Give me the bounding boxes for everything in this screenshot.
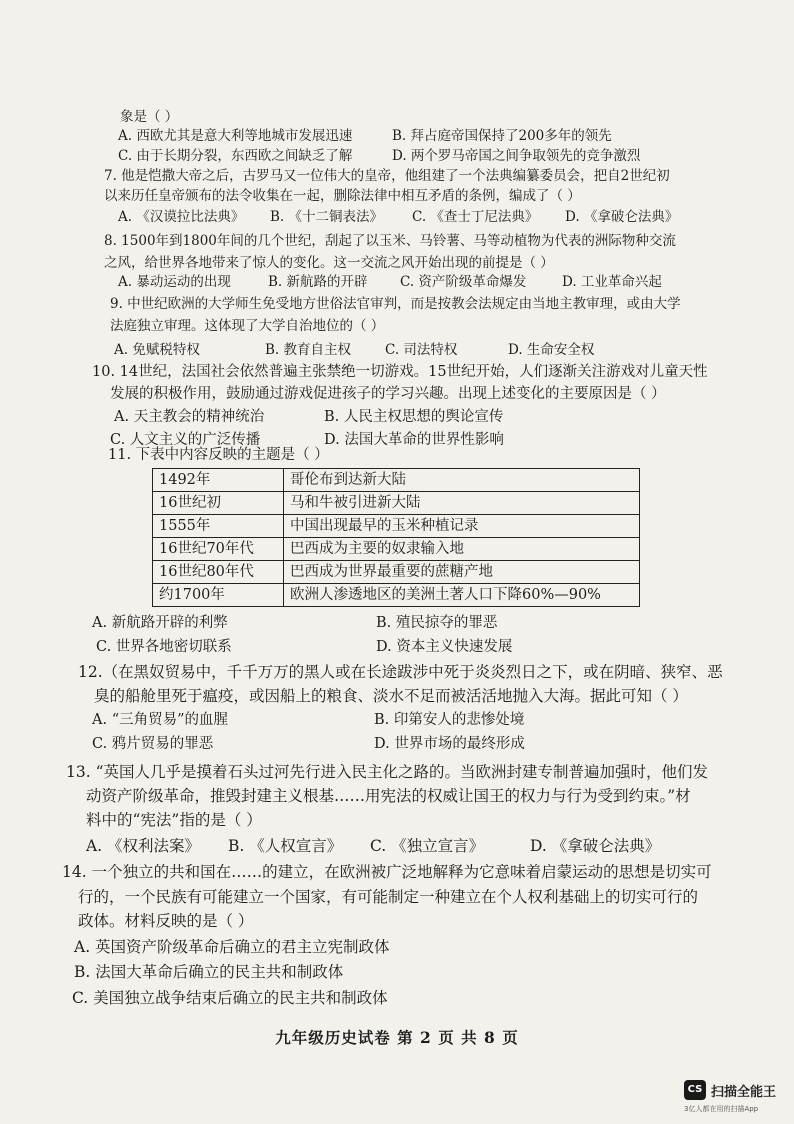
q10-stem-line2: 发展的积极作用，鼓励通过游戏促进孩子的学习兴趣。出现上述变化的主要原因是（ ） — [110, 386, 666, 402]
q11-option-c: C. 世界各地密切联系 — [96, 639, 232, 655]
q8-stem-line1: 8. 1500年到1800年间的几个世纪，刮起了以玉米、马铃薯、马等动植物为代表的洲际物种交流 — [104, 233, 676, 249]
table-cell-event: 马和牛被引进新大陆 — [284, 492, 640, 515]
q14-option-b: B. 法国大革命后确立的民主共和制政体 — [74, 963, 344, 981]
q14-option-c: C. 美国独立战争结束后确立的民主共和制政体 — [72, 989, 388, 1007]
table-cell-time: 约1700年 — [153, 584, 284, 607]
table-cell-time: 1492年 — [153, 469, 284, 492]
q12-option-a: A. “三角贸易”的血腥 — [92, 712, 229, 728]
q14-stem-line1: 14. 一个独立的共和国在……的建立，在欧洲被广泛地解释为它意味着启蒙运动的思想是切实可 — [62, 863, 712, 881]
q9-option-a: A. 免赋税特权 — [114, 342, 200, 358]
q10-stem-line1: 10. 14世纪，法国社会依然普遍主张禁绝一切游戏。15世纪开始，人们逐渐关注游戏对儿童天性 — [92, 364, 708, 380]
q13-option-a: A. 《权利法案》 — [86, 837, 201, 855]
table-cell-event: 巴西成为主要的奴隶输入地 — [284, 538, 640, 561]
table-cell-time: 16世纪80年代 — [153, 561, 284, 584]
q7-stem-line1: 7. 他是恺撒大帝之后，古罗马又一位伟大的皇帝，他组建了一个法典编纂委员会，把自2世纪初 — [104, 168, 670, 184]
q12-option-d: D. 世界市场的最终形成 — [374, 736, 525, 752]
watermark-name: 扫描全能王 — [711, 1085, 777, 1100]
table-row — [153, 492, 640, 515]
table-row — [153, 538, 640, 561]
q11-option-b: B. 殖民掠夺的罪恶 — [376, 615, 498, 631]
q8-stem-line2: 之风，给世界各地带来了惊人的变化。这一交流之风开始出现的前提是（ ） — [104, 255, 554, 271]
q10-option-b: B. 人民主权思想的舆论宣传 — [324, 409, 504, 425]
q14-stem-line2: 行的，一个民族有可能建立一个国家，有可能制定一种建立在个人权利基础上的切实可行的 — [78, 888, 699, 906]
table-row — [153, 584, 640, 607]
q13-stem-line3: 料中的“宪法”指的是（ ） — [86, 811, 262, 829]
scanner-watermark — [684, 1078, 784, 1118]
table-cell-event: 哥伦布到达新大陆 — [284, 469, 640, 492]
q9-stem-line1: 9. 中世纪欧洲的大学师生免受地方世俗法官审判，而是按教会法规定由当地主教审理，或由大学 — [110, 296, 681, 312]
q10-option-a: A. 天主教会的精神统治 — [114, 409, 265, 425]
q13-stem-line1: 13. “英国人几乎是摸着石头过河先行进入民主化之路的。当欧洲封建专制普遍加强时，他们发 — [66, 763, 709, 781]
table-cell-time: 1555年 — [153, 515, 284, 538]
q13-stem-line2: 动资产阶级革命，推毁封建主义根基……用宪法的权威让国王的权力与行为受到约束。”材 — [86, 787, 691, 805]
q8-option-b: B. 新航路的开辟 — [268, 274, 368, 290]
q11-option-a: A. 新航路开辟的利弊 — [92, 615, 228, 631]
q12-option-b: B. 印第安人的悲惨处境 — [374, 712, 525, 728]
q6-option-c: C. 由于长期分裂，东西欧之间缺乏了解 — [118, 148, 353, 164]
q8-option-d: D. 工业革命兴起 — [562, 274, 662, 290]
q13-option-b: B. 《人权宣言》 — [228, 837, 343, 855]
table-cell-time: 16世纪70年代 — [153, 538, 284, 561]
q14-stem-line3: 政体。材料反映的是（ ） — [78, 912, 254, 930]
camscanner-logo-icon: CS — [684, 1080, 706, 1100]
q8-option-c: C. 资产阶级革命爆发 — [400, 274, 527, 290]
q9-stem-line2: 法庭独立审理。这体现了大学自治地位的（ ） — [110, 318, 385, 334]
q7-option-c: C. 《查士丁尼法典》 — [412, 209, 539, 225]
table-cell-event: 欧洲人渗透地区的美洲土著人口下降60%—90% — [284, 584, 640, 607]
q6-stem-continuation: 象是（ ） — [120, 109, 179, 125]
q12-stem-line2: 臭的船舱里死于瘟疫，或因船上的粮食、淡水不足而被活活地抛入大海。据此可知（ ） — [94, 687, 688, 705]
page-footer: 九年级历史试卷 第 2 页 共 8 页 — [275, 1028, 519, 1047]
q9-option-d: D. 生命安全权 — [508, 342, 595, 358]
table-row — [153, 515, 640, 538]
table-cell-event: 中国出现最早的玉米种植记录 — [284, 515, 640, 538]
q12-stem-line1: 12.（在黑奴贸易中，千千万万的黑人或在长途跋涉中死于炎炎烈日之下，或在阴暗、狭窄、恶 — [78, 663, 723, 681]
q6-option-b: B. 拜占庭帝国保持了200多年的领先 — [392, 128, 612, 144]
q8-option-a: A. 暴动运动的出现 — [118, 274, 231, 290]
table-cell-event: 巴西成为世界最重要的蔗糖产地 — [284, 561, 640, 584]
q6-option-d: D. 两个罗马帝国之间争取领先的竞争激烈 — [392, 148, 641, 164]
q6-option-a: A. 西欧尤其是意大利等地城市发展迅速 — [118, 128, 353, 144]
q13-option-c: C. 《独立宣言》 — [370, 837, 485, 855]
watermark-subtitle: 3亿人都在用的扫描App — [684, 1105, 759, 1113]
q12-option-c: C. 鸦片贸易的罪恶 — [92, 736, 214, 752]
q9-option-b: B. 教育自主权 — [265, 342, 352, 358]
q11-table — [152, 468, 640, 607]
q7-option-a: A. 《汉谟拉比法典》 — [118, 209, 245, 225]
q7-option-d: D. 《拿破仑法典》 — [565, 209, 679, 225]
q7-stem-line2: 以来历任皇帝颁布的法令收集在一起，删除法律中相互矛盾的条例，编成了（ ） — [104, 188, 581, 204]
q11-stem: 11. 下表中内容反映的主题是（ ） — [108, 447, 329, 463]
q11-option-d: D. 资本主义快速发展 — [376, 639, 513, 655]
q14-option-a: A. 英国资产阶级革命后确立的君主立宪制政体 — [74, 938, 390, 956]
q7-option-b: B. 《十二铜表法》 — [270, 209, 384, 225]
q13-option-d: D. 《拿破仑法典》 — [530, 837, 661, 855]
q10-option-d: D. 法国大革命的世界性影响 — [324, 432, 504, 448]
q10-option-c: C. 人文主义的广泛传播 — [110, 432, 261, 448]
q9-option-c: C. 司法特权 — [385, 342, 458, 358]
table-row — [153, 561, 640, 584]
table-row — [153, 469, 640, 492]
table-cell-time: 16世纪初 — [153, 492, 284, 515]
